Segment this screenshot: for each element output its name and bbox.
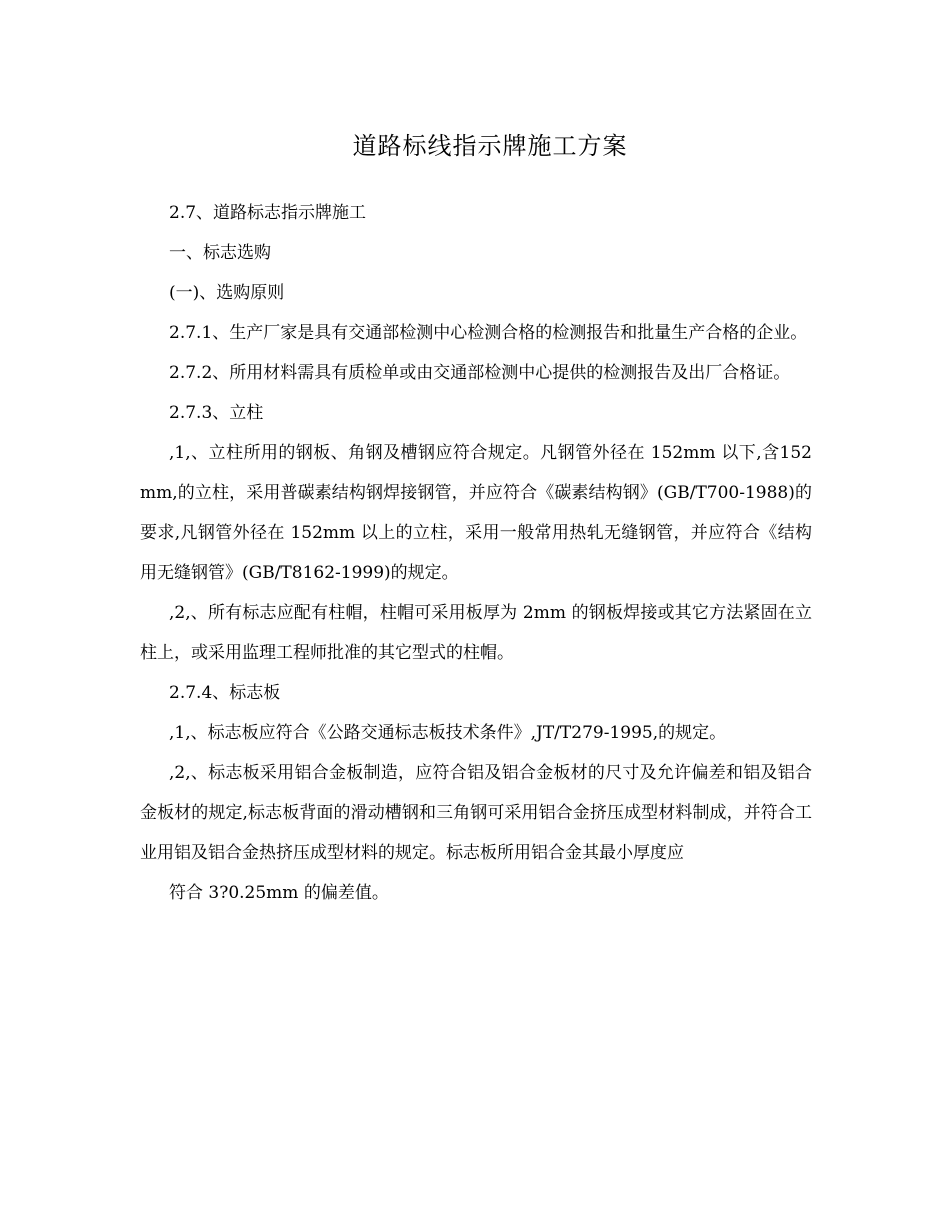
section-heading-2-7-4: 2.7.4、标志板 [169,683,281,703]
paragraph-column-materials: ,1,、立柱所用的钢板、角钢及槽钢应符合规定。凡钢管外径在 152mm 以下,含152mm,的立柱，采用普碳素结构钢焊接钢管，并应符合《碳素结构钢》(GB/T700-1988)的要求,凡钢管外径在 152mm 以上的立柱，采用一般常用热轧无缝钢管，并应符合《结构用无缝钢管》(GB/T8162-1999)的规定。 [140,443,812,583]
paragraph-2-7-1: 2.7.1、生产厂家是具有交通部检测中心检测合格的检测报告和批量生产合格的企业。 [169,323,808,343]
subsection-heading-purchase-principles: (一)、选购原则 [169,283,285,303]
section-heading-2-7-3: 2.7.3、立柱 [169,403,264,423]
document-title: 道路标线指示牌施工方案 [352,132,628,160]
paragraph-sign-board-aluminum: ,2,、标志板采用铝合金板制造，应符合铝及铝合金板材的尺寸及允许偏差和铝及铝合金板材的规定,标志板背面的滑动槽钢和三角钢可采用铝合金挤压成型材料制成，并符合工业用铝及铝合金热挤压成型材料的规定。标志板所用铝合金其最小厚度应 [140,763,812,863]
section-heading-2-7: 2.7、道路标志指示牌施工 [169,203,367,223]
paragraph-thickness-tolerance: 符合 3?0.25mm 的偏差值。 [169,883,389,903]
paragraph-2-7-2: 2.7.2、所用材料需具有质检单或由交通部检测中心提供的检测报告及出厂合格证。 [169,363,791,383]
paragraph-column-caps: ,2,、所有标志应配有柱帽，柱帽可采用板厚为 2mm 的钢板焊接或其它方法紧固在立柱上，或采用监理工程师批准的其它型式的柱帽。 [140,603,812,663]
paragraph-sign-board-standard: ,1,、标志板应符合《公路交通标志板技术条件》,JT/T279-1995,的规定。 [169,723,727,743]
subsection-heading-sign-purchase: 一、标志选购 [169,243,271,263]
document-body [140,193,812,913]
